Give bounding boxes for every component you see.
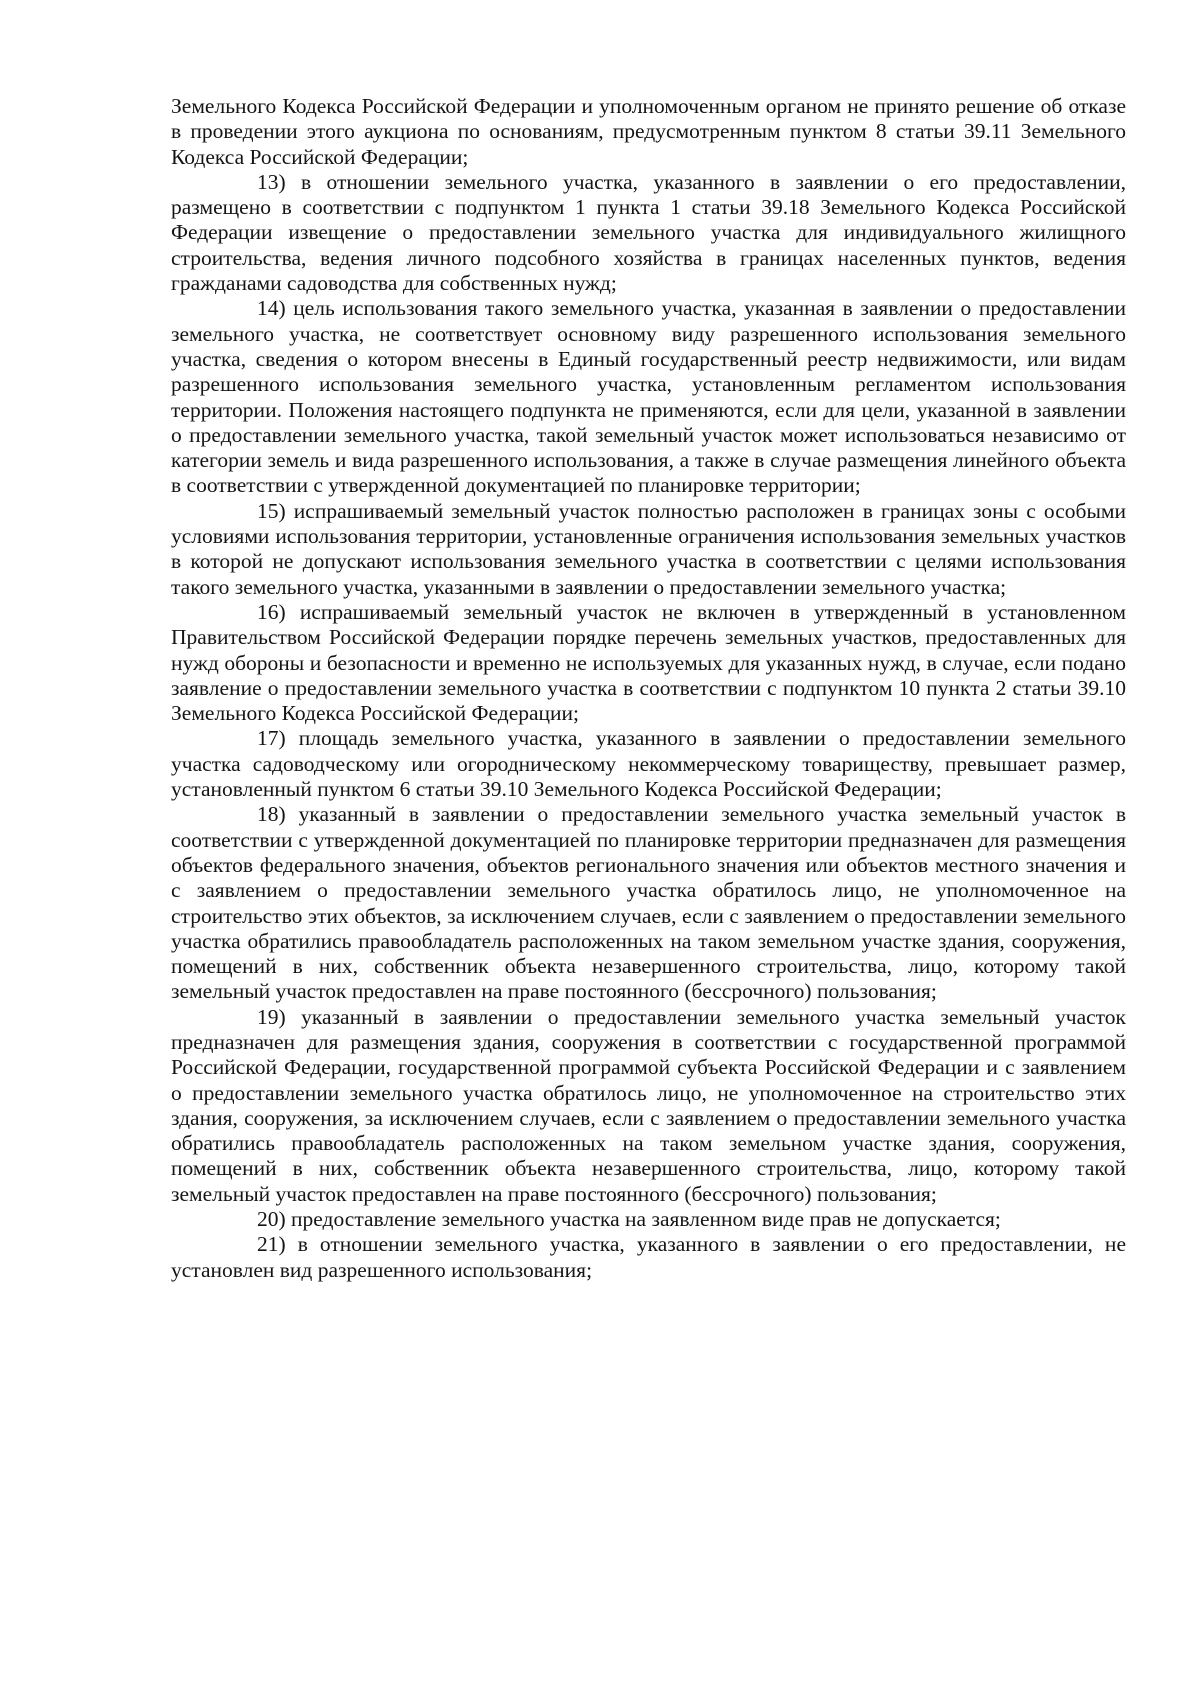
document-page: [171, 94, 1126, 1283]
paragraph-item-17: 17) площадь земельного участка, указанного в заявлении о предоставлении земельного участка садоводческому или огородническому некоммерческому товариществу, превышает размер, установленный пунктом 6 статьи 39.10 Земельного Кодекса Российской Федерации;: [171, 726, 1126, 802]
paragraph-item-18: 18) указанный в заявлении о предоставлении земельного участка земельный участок в соответствии с утвержденной документацией по планировке территории предназначен для размещения объектов федерального значения, объектов регионального значения или объектов местного значения и с заявлением о предоставлении земельного участка обратилось лицо, не уполномоченное на строительство этих объектов, за исключением случаев, если с заявлением о предоставлении земельного участка обратились правообладатель расположенных на таком земельном участке здания, сооружения, помещений в них, собственник объекта незавершенного строительства, лицо, которому такой земельный участок предоставлен на праве постоянного (бессрочного) пользования;: [171, 802, 1126, 1004]
paragraph-item-21: 21) в отношении земельного участка, указанного в заявлении о его предоставлении, не установлен вид разрешенного использования;: [171, 1232, 1126, 1282]
paragraph-item-16: 16) испрашиваемый земельный участок не включен в утвержденный в установленном Правительством Российской Федерации порядке перечень земельных участков, предоставленных для нужд обороны и безопасности и временно не используемых для указанных нужд, в случае, если подано заявление о предоставлении земельного участка в соответствии с подпунктом 10 пункта 2 статьи 39.10 Земельного Кодекса Российской Федерации;: [171, 599, 1126, 726]
paragraph-item-15: 15) испрашиваемый земельный участок полностью расположен в границах зоны с особыми условиями использования территории, установленные ограничения использования земельных участков в которой не допускают использования земельного участка в соответствии с целями использования такого земельного участка, указанными в заявлении о предоставлении земельного участка;: [171, 498, 1126, 599]
paragraph-item-14: 14) цель использования такого земельного участка, указанная в заявлении о предоставлении земельного участка, не соответствует основному виду разрешенного использования земельного участка, сведения о котором внесены в Единый государственный реестр недвижимости, или видам разрешенного использования земельного участка, установленным регламентом использования территории. Положения настоящего подпункта не применяются, если для цели, указанной в заявлении о предоставлении земельного участка, такой земельный участок может использоваться независимо от категории земель и вида разрешенного использования, а также в случае размещения линейного объекта в соответствии с утвержденной документацией по планировке территории;: [171, 296, 1126, 498]
paragraph-item-20: 20) предоставление земельного участка на заявленном виде прав не допускается;: [257, 1207, 1001, 1232]
paragraph-continuation: Земельного Кодекса Российской Федерации и уполномоченным органом не принято решение об отказе в проведении этого аукциона по основаниям, предусмотренным пунктом 8 статьи 39.11 Земельного Кодекса Российской Федерации;: [171, 94, 1126, 169]
paragraph-item-13: 13) в отношении земельного участка, указанного в заявлении о его предоставлении, размещено в соответствии с подпунктом 1 пункта 1 статьи 39.18 Земельного Кодекса Российской Федерации извещение о предоставлении земельного участка для индивидуального жилищного строительства, ведения личного подсобного хозяйства в границах населенных пунктов, ведения гражданами садоводства для собственных нужд;: [171, 169, 1126, 296]
paragraph-item-19: 19) указанный в заявлении о предоставлении земельного участка земельный участок предназначен для размещения здания, сооружения в соответствии с государственной программой Российской Федерации, государственной программой субъекта Российской Федерации и с заявлением о предоставлении земельного участка обратилось лицо, не уполномоченное на строительство этих здания, сооружения, за исключением случаев, если с заявлением о предоставлении земельного участка обратились правообладатель расположенных на таком земельном участке здания, сооружения, помещений в них, собственник объекта незавершенного строительства, лицо, которому такой земельный участок предоставлен на праве постоянного (бессрочного) пользования;: [171, 1004, 1126, 1206]
